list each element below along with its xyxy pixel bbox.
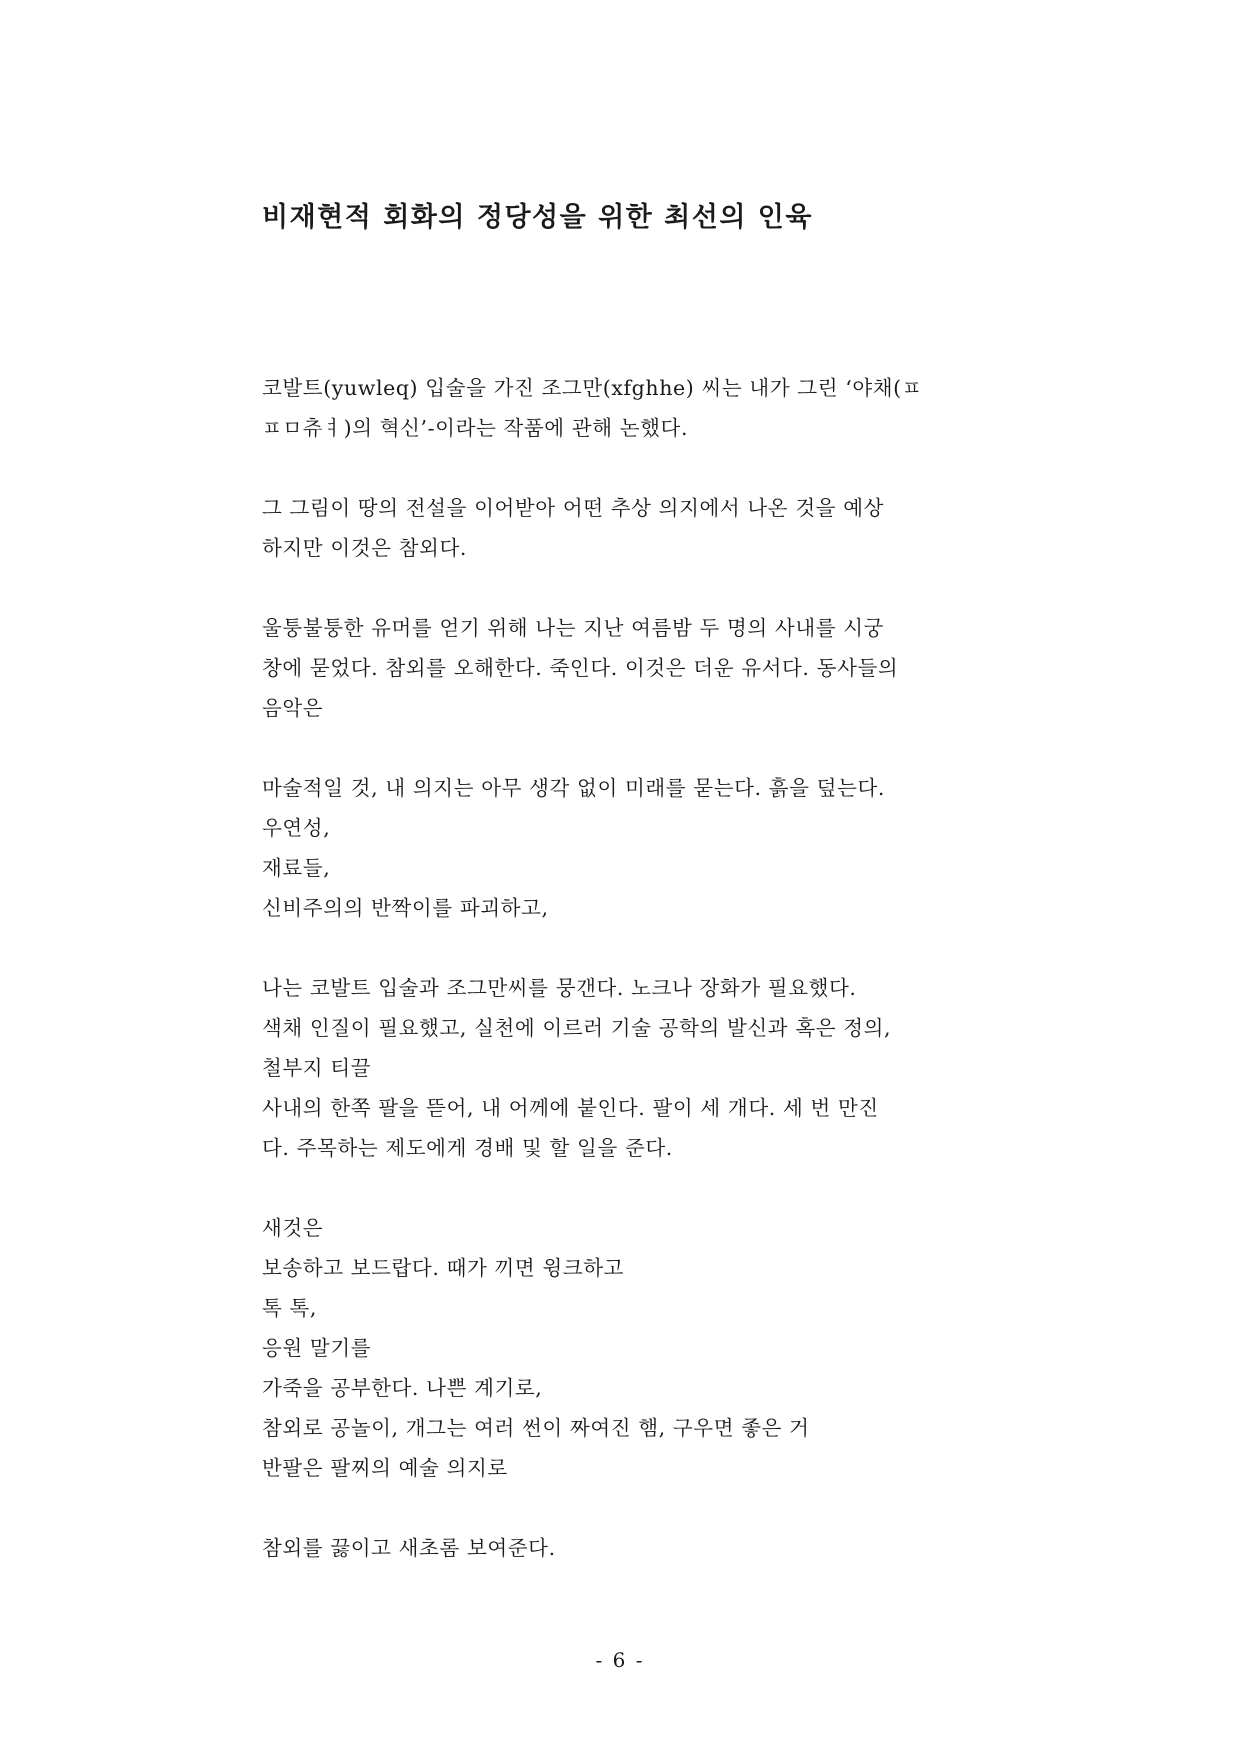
paragraph-7 <box>262 1528 992 1568</box>
text-line: 그 그림이 땅의 전설을 이어받아 어떤 추상 의지에서 나온 것을 예상 <box>262 496 885 520</box>
text-line: 색채 인질이 필요했고, 실천에 이르러 기술 공학의 발신과 혹은 정의, <box>262 1016 892 1040</box>
paragraph-5 <box>262 968 992 1168</box>
text-line: 철부지 티끌 <box>262 1056 372 1080</box>
text-line: 신비주의의 반짝이를 파괴하고, <box>262 896 549 920</box>
text-line: 반팔은 팔찌의 예술 의지로 <box>262 1456 508 1480</box>
text-line: ㅍㅁ츄ㅕ)의 혁신’-이라는 작품에 관해 논했다. <box>262 416 689 440</box>
text-line: 우연성, <box>262 816 331 840</box>
text-line: 울퉁불퉁한 유머를 얻기 위해 나는 지난 여름밤 두 명의 사내를 시궁 <box>262 616 885 640</box>
text-line: 코발트(yuwleq) 입술을 가진 조그만(xfghhe) 씨는 내가 그린 ‘야채(ㅍ <box>262 376 923 400</box>
text-line: 음악은 <box>262 696 324 720</box>
page-number: - 6 - <box>595 1648 645 1672</box>
body-text <box>262 368 992 1608</box>
paragraph-3 <box>262 608 992 728</box>
text-line: 가죽을 공부한다. 나쁜 계기로, <box>262 1376 543 1400</box>
text-line: 나는 코발트 입술과 조그만씨를 뭉갠다. 노크나 장화가 필요했다. <box>262 976 857 1000</box>
text-line: 다. 주목하는 제도에게 경배 및 할 일을 준다. <box>262 1136 673 1160</box>
text-line: 하지만 이것은 참외다. <box>262 536 467 560</box>
paragraph-1 <box>262 368 992 448</box>
page-title: 비재현적 회화의 정당성을 위한 최선의 인육 <box>262 202 813 233</box>
text-line: 참외를 끓이고 새초롬 보여준다. <box>262 1536 556 1560</box>
text-line: 톡 톡, <box>262 1296 318 1320</box>
text-line: 참외로 공놀이, 개그는 여러 썬이 짜여진 햄, 구우면 좋은 거 <box>262 1416 810 1440</box>
text-line: 새것은 <box>262 1216 324 1240</box>
text-line: 사내의 한쪽 팔을 뜯어, 내 어께에 붙인다. 팔이 세 개다. 세 번 만진 <box>262 1096 879 1120</box>
text-line: 마술적일 것, 내 의지는 아무 생각 없이 미래를 묻는다. 흙을 덮는다. <box>262 776 885 800</box>
text-line: 보송하고 보드랍다. 때가 끼면 윙크하고 <box>262 1256 625 1280</box>
paragraph-4 <box>262 768 992 928</box>
paragraph-2 <box>262 488 992 568</box>
text-line: 재료들, <box>262 856 331 880</box>
text-line: 창에 묻었다. 참외를 오해한다. 죽인다. 이것은 더운 유서다. 동사들의 <box>262 656 899 680</box>
text-line: 응원 말기를 <box>262 1336 372 1360</box>
paragraph-6 <box>262 1208 992 1488</box>
